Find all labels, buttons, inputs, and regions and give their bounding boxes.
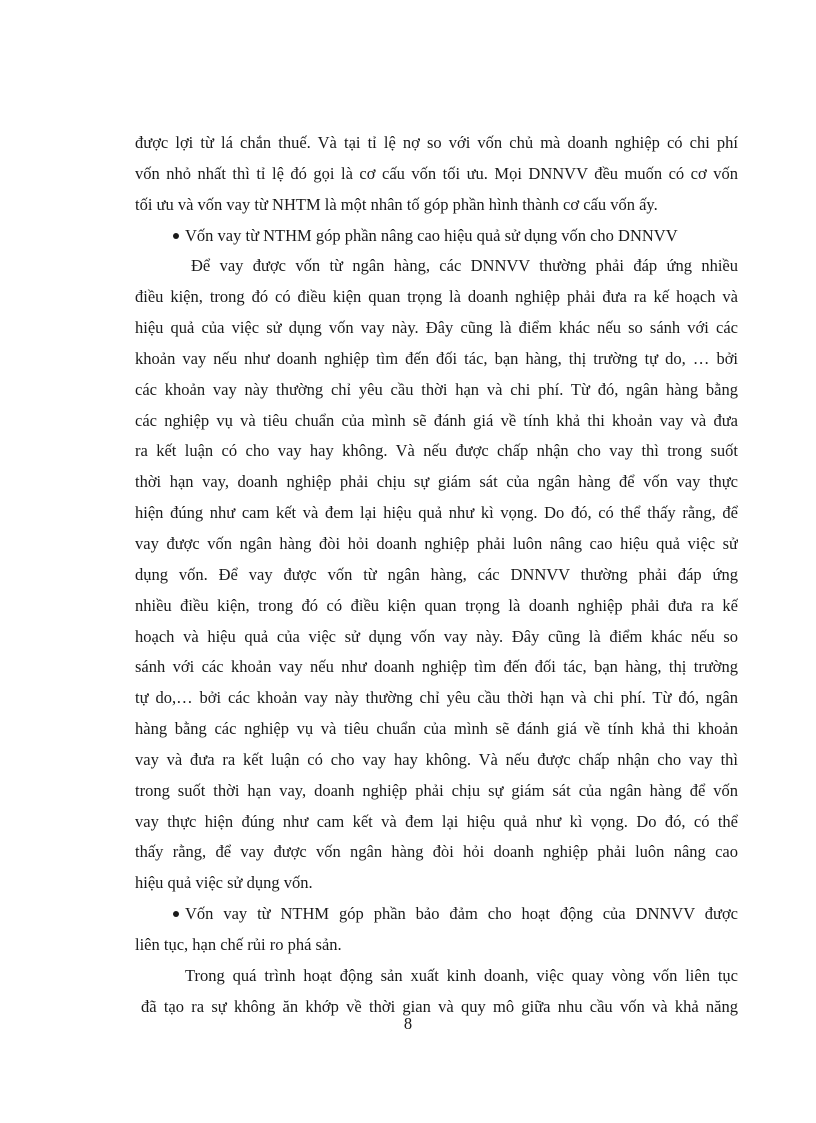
bullet-item [135,221,738,252]
text-line: các khoản vay này thường chỉ yêu cầu thời hạn và chi phí. Từ đó, ngân hàng bằng [135,379,738,399]
text-line: nhiều điều kiện, trong đó có điều kiện quan trọng là doanh nghiệp phải đưa ra kế [135,595,738,615]
text-line: sánh với các khoản vay nếu như doanh nghiệp tìm đến đối tác, bạn hàng, thị trường [135,657,738,677]
text-line: các nghiệp vụ và tiêu chuẩn của mình sẽ đánh giá về tính khả thi khoản vay và đưa [135,410,738,430]
text-line: Để vay được vốn từ ngân hàng, các DNNVV thường phải đáp ứng nhiều [191,256,738,276]
text-line: thấy rằng, để vay được vốn ngân hàng đòi hỏi doanh nghiệp phải luôn nâng cao [135,842,738,862]
text-line: ra kết luận có cho vay hay không. Và nếu được chấp nhận cho vay thì trong suốt [135,441,738,461]
text-line: được lợi từ lá chắn thuế. Và tại tỉ lệ nợ so với vốn chủ mà doanh nghiệp có chi phí [135,133,738,152]
text-line: khoản vay nếu như doanh nghiệp tìm đến đối tác, bạn hàng, thị trường tự do, … bởi [135,348,738,368]
text-line: vay được vốn ngân hàng đòi hỏi doanh nghiệp phải luôn nâng cao hiệu quả việc sử [135,533,738,553]
text-line: dụng vốn. Để vay được vốn từ ngân hàng, các DNNVV thường phải đáp ứng [135,564,738,584]
text-line: hiệu quả của việc sử dụng vốn vay này. Đây cũng là điểm khác nếu so sánh với các [135,318,738,338]
text-line: tối ưu và vốn vay từ NHTM là một nhân tố góp phần hình thành cơ cấu vốn ấy. [135,194,658,214]
text-line: Trong quá trình hoạt động sản xuất kinh doanh, việc quay vòng vốn liên tục [185,965,738,985]
text-line: đã tạo ra sự không ăn khớp về thời gian và quy mô giữa nhu cầu vốn và khả năng [141,996,738,1016]
text-line: vay và đưa ra kết luận có cho vay hay không. Và nếu được chấp nhận cho vay thì [135,749,738,769]
bullet-icon [173,911,179,917]
text-line: hoạch và hiệu quả của việc sử dụng vốn vay này. Đây cũng là điểm khác nếu so [135,626,738,646]
text-line: hiện đúng như cam kết và đem lại hiệu quả như kì vọng. Do đó, có thể thấy rằng, để [135,503,738,523]
text-line: trong suốt thời hạn vay, doanh nghiệp phải chịu sự giám sát của ngân hàng để vốn [135,780,738,800]
text-line: hiệu quả việc sử dụng vốn. [135,873,313,893]
bullet-icon [173,233,179,239]
text-line: hàng bằng các nghiệp vụ và tiêu chuẩn của mình sẽ đánh giá về tính khả thi khoản [135,719,738,739]
bullet-text: Vốn vay từ NTHM góp phần nâng cao hiệu quả sử dụng vốn cho DNNVV [185,225,678,245]
body-text [135,128,738,1022]
text-line: tự do,… bởi các khoản vay này thường chỉ yêu cầu thời hạn và chi phí. Từ đó, ngân [135,688,738,708]
text-line: điều kiện, trong đó có điều kiện quan trọng là doanh nghiệp phải đưa ra kế hoạch và [135,287,738,307]
text-line: liên tục, hạn chế rủi ro phá sản. [135,934,342,954]
text-line: vay thực hiện đúng như cam kết và đem lại hiệu quả như kì vọng. Do đó, có thể [135,811,738,831]
bullet-text: Vốn vay từ NTHM góp phần bảo đảm cho hoạt động của DNNVV được [185,904,738,924]
text-line: thời hạn vay, doanh nghiệp phải chịu sự giám sát của ngân hàng để vốn vay thực [135,472,738,492]
page-number: 8 [403,1014,413,1033]
text-line: vốn nhỏ nhất thì tỉ lệ đó gọi là cơ cấu vốn tối ưu. Mọi DNNVV đều muốn có cơ vốn [135,163,738,183]
bullet-item [135,899,738,930]
